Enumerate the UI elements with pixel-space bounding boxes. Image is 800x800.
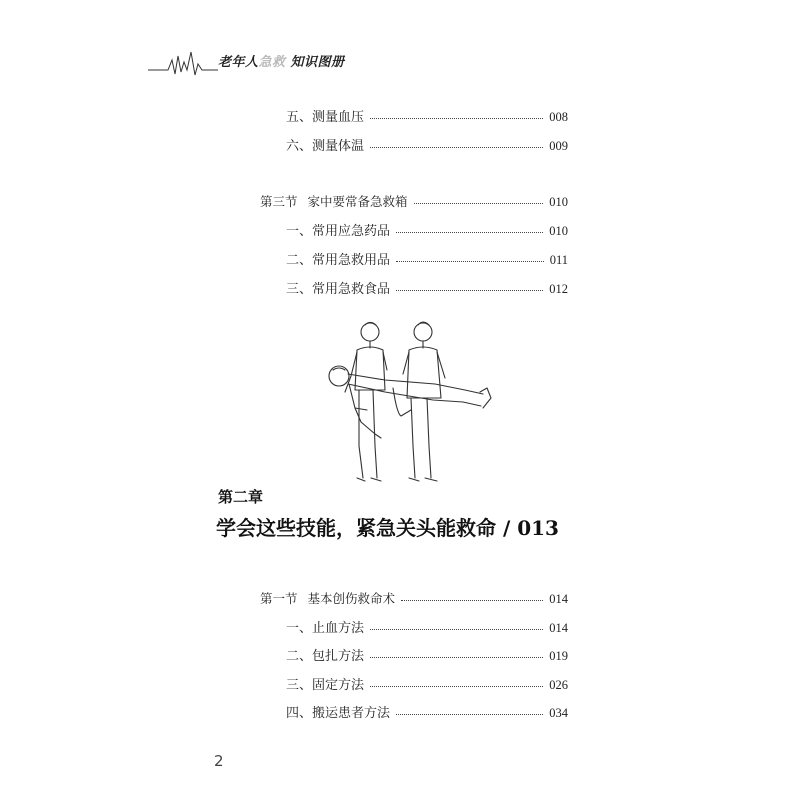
toc-entry[interactable]	[286, 702, 568, 721]
toc-entry[interactable]	[286, 135, 568, 154]
toc-leader-dots	[370, 656, 543, 658]
toc-entry-page: 034	[549, 706, 568, 720]
toc-entry-label: 三、常用急救食品	[286, 282, 391, 297]
chapter-title[interactable]: 学会这些技能，紧急关头能救命 / 013	[216, 516, 559, 540]
toc-leader-dots	[401, 599, 543, 601]
rescue-carry-illustration	[315, 318, 515, 493]
toc-entry-label: 二、包扎方法	[286, 649, 365, 664]
toc-entry-label: 一、止血方法	[286, 621, 365, 636]
header-title: 老年人急救 知识图册	[218, 55, 345, 70]
section-heading-label: 第一节 基本创伤救命术	[260, 591, 396, 606]
toc-entry-label: 五、测量血压	[286, 110, 365, 125]
toc-entry-label: 一、常用应急药品	[286, 224, 391, 239]
toc-leader-dots	[396, 713, 543, 715]
toc-entry-label: 三、固定方法	[286, 678, 365, 693]
ecg-line-icon	[148, 48, 218, 78]
toc-leader-dots	[370, 146, 543, 148]
toc-entry[interactable]	[286, 674, 568, 693]
toc-entry[interactable]	[286, 617, 568, 636]
chapter-label: 第二章	[218, 488, 264, 506]
toc-entry-page: 008	[549, 110, 568, 124]
toc-entry[interactable]	[286, 220, 568, 239]
running-header	[148, 48, 348, 78]
toc-leader-dots	[396, 231, 543, 233]
toc-entry[interactable]	[286, 645, 568, 664]
toc-entry-label: 二、常用急救用品	[286, 253, 391, 268]
toc-section-heading[interactable]	[260, 192, 568, 210]
toc-leader-dots	[396, 289, 543, 291]
toc-entry-page: 010	[549, 224, 568, 238]
toc-entry-page: 009	[549, 139, 568, 153]
toc-entry-page: 014	[549, 621, 568, 635]
toc-leader-dots	[414, 202, 544, 204]
toc-entry-page: 019	[549, 649, 568, 663]
toc-entry[interactable]	[286, 106, 568, 125]
toc-entry-label: 四、搬运患者方法	[286, 706, 391, 721]
toc-entry-page: 012	[549, 282, 568, 296]
toc-entry[interactable]	[286, 249, 568, 268]
toc-leader-dots	[396, 260, 544, 262]
toc-entry-page: 010	[549, 195, 568, 209]
toc-leader-dots	[370, 628, 543, 630]
section-heading-label: 第三节 家中要常备急救箱	[260, 194, 408, 209]
toc-entry-page: 014	[549, 592, 568, 606]
toc-entry-label: 六、测量体温	[286, 139, 365, 154]
toc-section-heading[interactable]	[260, 589, 568, 607]
page-number: 2	[214, 752, 224, 770]
toc-entry[interactable]	[286, 278, 568, 297]
toc-entry-page: 011	[549, 253, 568, 267]
toc-leader-dots	[370, 117, 543, 119]
toc-leader-dots	[370, 685, 543, 687]
toc-entry-page: 026	[549, 678, 568, 692]
